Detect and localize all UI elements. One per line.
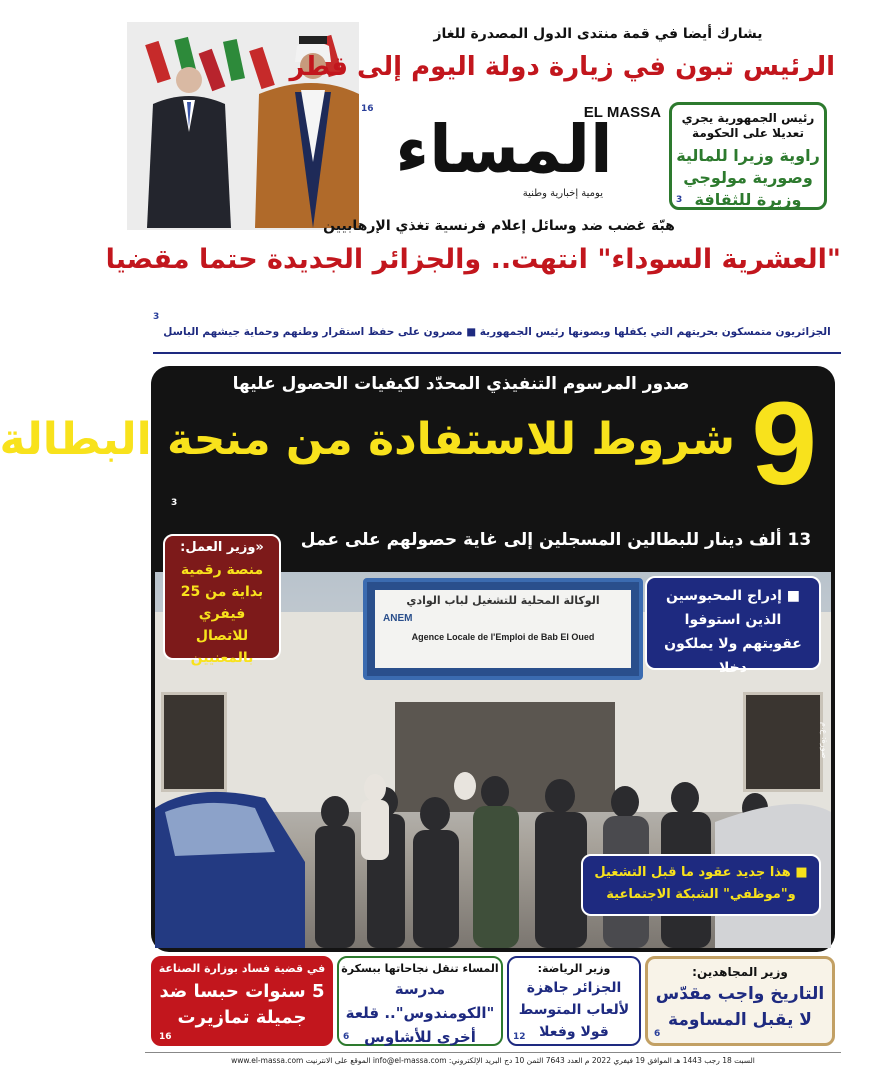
feature-box <box>0 366 835 952</box>
feature-headline: شروط للاستفادة من منحة البطالة <box>0 414 735 465</box>
sidebar-story-box <box>669 102 827 210</box>
lead-kicker: هبّة غضب ضد وسائل إعلام فرنسية تغذي الإرهابيين <box>323 218 675 234</box>
agency-sign <box>363 578 643 680</box>
pre-employment-text: ■ هذا جديد عقود ما قبل التشغيل و"موظفي" الشبكة الاجتماعية <box>594 865 808 902</box>
sign-french: Agence Locale de l'Emploi de Bab El Oued <box>411 632 595 642</box>
card1-headline: التاريخ واجب مقدّس لا يقبل المساومة <box>655 984 825 1030</box>
top-story-page: 16 <box>361 104 374 114</box>
masthead <box>341 104 667 212</box>
sidebar-kicker: رئيس الجمهورية يجري تعديلا على الحكومة <box>681 111 815 140</box>
prisoners-box <box>645 576 821 676</box>
lead-page: 3 <box>153 312 160 322</box>
footer-date-line: السبت 18 رجب 1443 هـ الموافق 19 فيفري 2022 م العدد 7643 الثمن 10 دج البريد الإلكتروني: info@el-massa.com الموقع على الانترنيت www.el-massa.com <box>231 1056 755 1065</box>
logo-tagline: يومية إخبارية وطنية <box>522 188 603 199</box>
lead-headline: "العشرية السوداء" انتهت.. والجزائر الجديدة حتما مقضيا <box>105 244 841 275</box>
card2-page: 12 <box>513 1032 526 1042</box>
crowd-illustration <box>155 752 831 948</box>
labor-minister-text: منصة رقمية بداية من 25 فيفري للاتصال بالمعنيين <box>180 562 264 666</box>
feature-kicker: صدور المرسوم التنفيذي المحدّد لكيفيات الحصول عليها <box>232 374 690 394</box>
lead-summary: الجزائريون متمسكون بحريتهم التي يكفلها ويصونها رئيس الجمهورية ■ مصرون على حفظ استقرار وطنهم وحماية جيشهم الباسل <box>163 326 831 338</box>
pre-employment-box <box>581 854 821 916</box>
top-kicker: يشارك أيضا في قمة منتدى الدول المصدرة للغاز <box>433 26 763 42</box>
card2-headline: الجزائر جاهزة لألعاب المتوسط قولا وفعلا <box>518 980 630 1040</box>
sidebar-page: 3 <box>676 195 683 205</box>
card4-kicker: في قضية فساد بوزارة الصناعة <box>158 962 326 975</box>
sidebar-headline: راوية وزيرا للمالية وصورية مولوجي وزيرة للثقافة <box>676 146 820 209</box>
prisoners-text: ■ إدراج المحبوسين الذين استوفوا عقوبتهم ولا يملكون دخلا <box>664 588 802 676</box>
card3-page: 6 <box>343 1032 350 1042</box>
logo-arabic: المساء <box>395 111 613 188</box>
card3-headline: مدرسة "الكومندوس".. قلعة أخرى للأشاوس <box>345 980 495 1046</box>
top-headline: الرئيس تبون في زيارة دولة اليوم إلى قطر <box>289 52 835 82</box>
card1-page: 6 <box>654 1029 661 1039</box>
logo-latin: EL MASSA <box>583 104 661 121</box>
bottom-card-commandos <box>337 956 503 1046</box>
sign-anem: ANEM <box>383 613 413 624</box>
sign-title: الوكالة المحلية للتشغيل لباب الوادي <box>406 594 600 607</box>
photo-credit: صورة: ع.م <box>820 722 829 759</box>
bottom-card-mujahideen <box>645 956 835 1046</box>
card2-kicker: وزير الرياضة: <box>537 962 611 975</box>
feature-page: 3 <box>171 498 178 508</box>
footer-rule <box>145 1052 841 1053</box>
bottom-card-corruption <box>151 956 333 1046</box>
feature-number: 9 <box>751 378 817 510</box>
card4-page: 16 <box>159 1032 172 1042</box>
feature-subhead: 13 ألف دينار للبطالين المسجلين إلى غاية حصولهم على عمل <box>300 530 812 550</box>
bottom-card-sports <box>507 956 641 1046</box>
labor-minister-box <box>163 534 281 666</box>
labor-minister-kicker: «وزير العمل: <box>180 540 264 555</box>
divider-line <box>153 352 841 354</box>
card1-kicker: وزير المجاهدين: <box>692 965 788 979</box>
card3-kicker: المساء تنقل نجاحاتها ببسكرة <box>341 962 499 975</box>
card4-headline: 5 سنوات حبسا ضد جميلة تمازيرت <box>159 981 325 1028</box>
